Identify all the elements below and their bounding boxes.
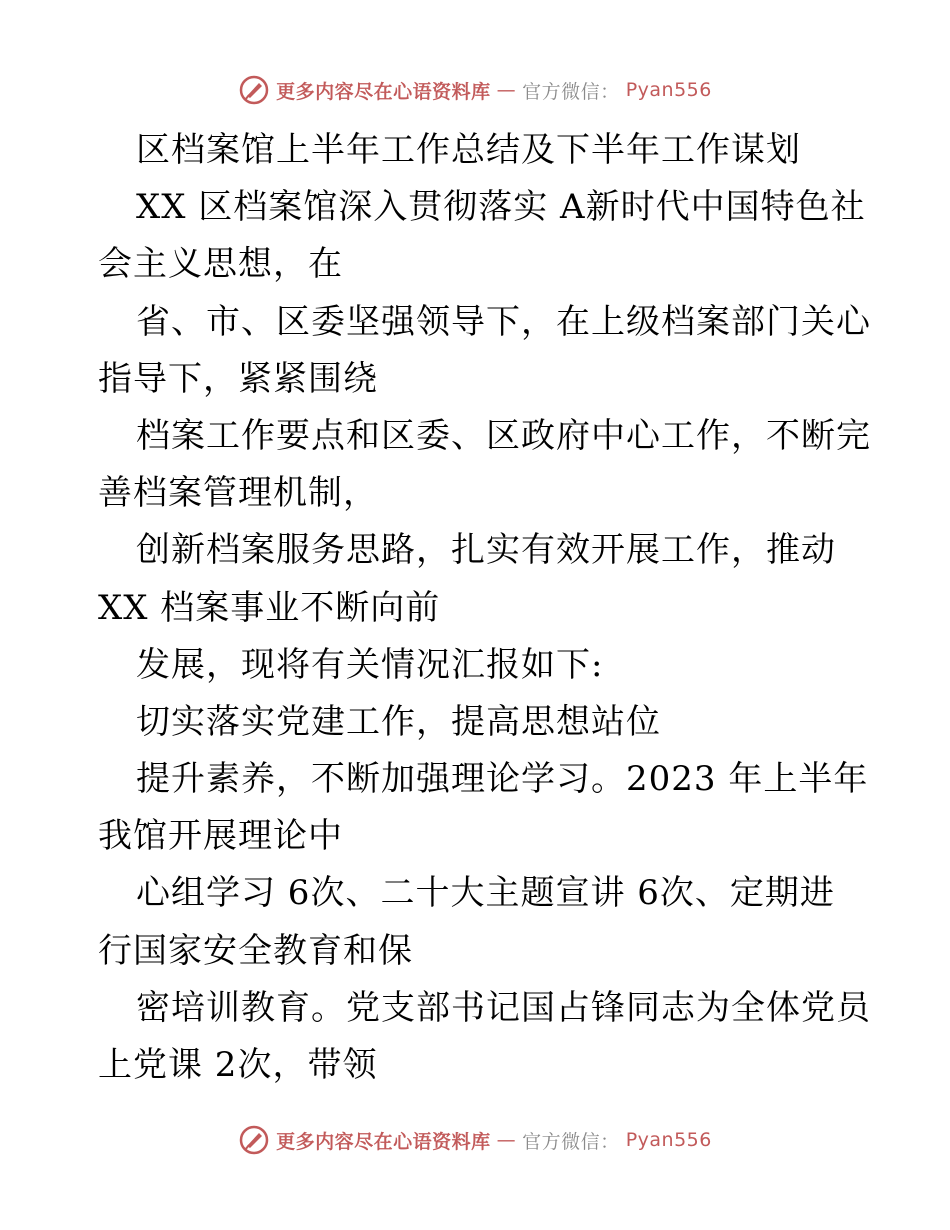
text-line: 行国家安全教育和保 bbox=[98, 930, 413, 971]
text-line: 发展，现将有关情况汇报如下: bbox=[136, 644, 604, 685]
text-line: 密培训教育。党支部书记国占锋同志为全体党员 bbox=[136, 987, 871, 1028]
watermark-dash: — bbox=[496, 1129, 517, 1151]
text-line: 上党课 2次，带领 bbox=[98, 1045, 378, 1085]
text-line: 会主义思想，在 bbox=[98, 244, 343, 285]
watermark-official-text: 官方微信： bbox=[522, 1130, 620, 1153]
text-line: 提升素养，不断加强理论学习。2023 年上半年 bbox=[136, 759, 869, 800]
footer-watermark bbox=[0, 1120, 950, 1160]
section-heading: 切实落实党建工作，提高思想站位 bbox=[136, 701, 661, 742]
watermark-wechat-id: Pyan556 bbox=[625, 79, 712, 101]
text-line: 指导下，紧紧围绕 bbox=[98, 358, 378, 399]
text-line: XX 档案事业不断向前 bbox=[98, 587, 441, 628]
text-line: 档案工作要点和区委、区政府中心工作，不断完 bbox=[136, 415, 871, 456]
text-line: 心组学习 6次、二十大主题宣讲 6次、定期进 bbox=[136, 873, 835, 914]
watermark-site-text: 更多内容尽在心语资料库 bbox=[276, 80, 491, 103]
quill-circle-icon bbox=[238, 1124, 270, 1156]
header-watermark bbox=[0, 70, 950, 110]
text-line: 省、市、区委坚强领导下，在上级档案部门关心 bbox=[136, 301, 871, 342]
document-body bbox=[98, 122, 871, 1094]
watermark-wechat-id: Pyan556 bbox=[625, 1129, 712, 1151]
watermark-official-text: 官方微信： bbox=[522, 80, 620, 103]
document-title: 区档案馆上半年工作总结及下半年工作谋划 bbox=[136, 130, 801, 170]
text-line: 我馆开展理论中 bbox=[98, 816, 343, 857]
text-line: XX 区档案馆深入贯彻落实 A新时代中国特色社 bbox=[136, 187, 866, 228]
watermark-dash: — bbox=[496, 79, 517, 101]
text-line: 创新档案服务思路，扎实有效开展工作，推动 bbox=[136, 530, 836, 571]
watermark-site-text: 更多内容尽在心语资料库 bbox=[276, 1130, 491, 1153]
text-line: 善档案管理机制， bbox=[98, 473, 378, 514]
quill-circle-icon bbox=[238, 74, 270, 106]
